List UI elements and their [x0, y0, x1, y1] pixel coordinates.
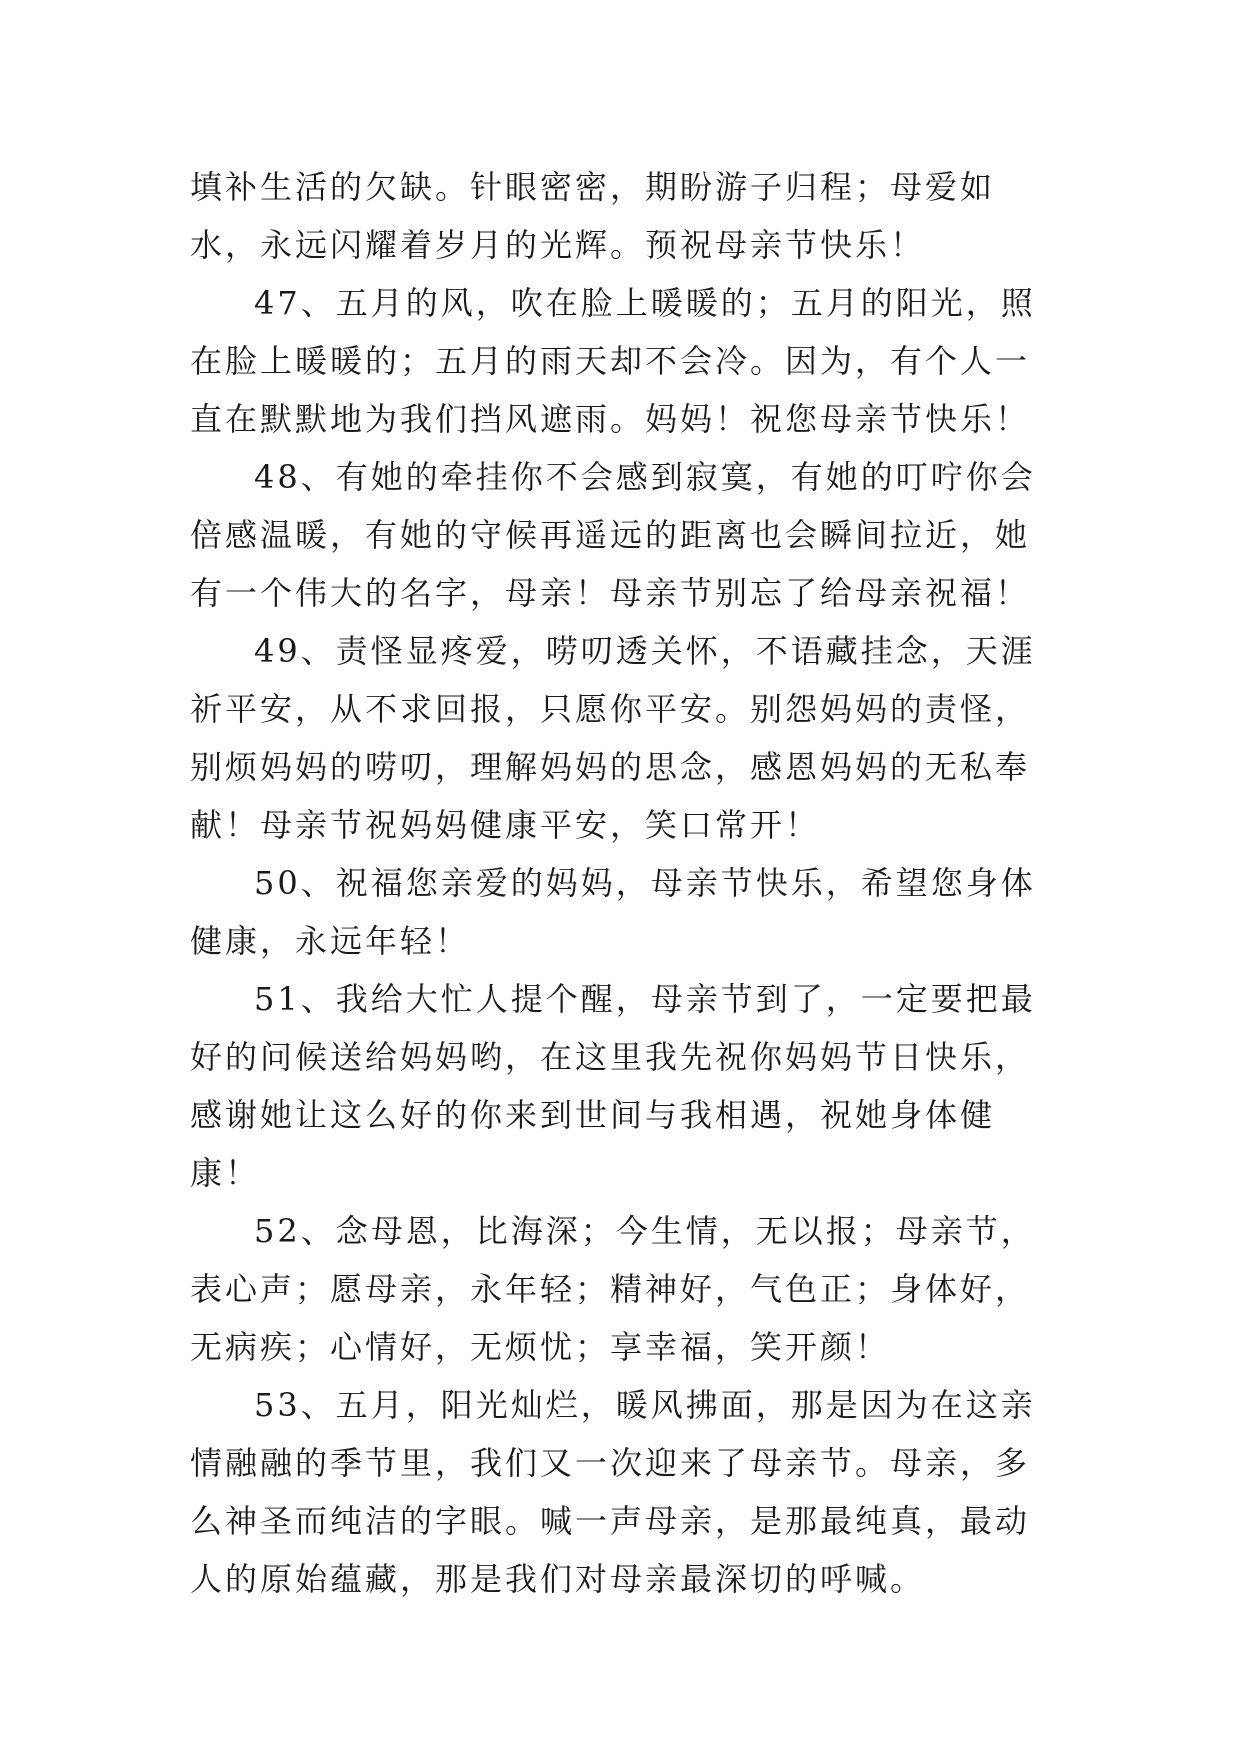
paragraph-52: 52、念母恩，比海深；今生情，无以报；母亲节，表心声；愿母亲，永年轻；精神好，气色正；身体好，无病疾；心情好，无烦忧；享幸福，笑开颜！	[190, 1212, 1036, 1366]
paragraph-49: 49、责怪显疼爱，唠叨透关怀，不语藏挂念，天涯祈平安，从不求回报，只愿你平安。别怨妈妈的责怪，别烦妈妈的唠叨，理解妈妈的思念，感恩妈妈的无私奉献！母亲节祝妈妈健康平安，笑口常开！	[190, 632, 1036, 844]
paragraph-48: 48、有她的牵挂你不会感到寂寞，有她的叮咛你会倍感温暖，有她的守候再遥远的距离也会瞬间拉近，她有一个伟大的名字，母亲！母亲节别忘了给母亲祝福！	[190, 458, 1036, 612]
paragraph-51: 51、我给大忙人提个醒，母亲节到了，一定要把最好的问候送给妈妈哟，在这里我先祝你妈妈节日快乐，感谢她让这么好的你来到世间与我相遇，祝她身体健康！	[190, 980, 1036, 1192]
paragraph-50: 50、祝福您亲爱的妈妈，母亲节快乐，希望您身体健康，永远年轻！	[190, 864, 1036, 960]
paragraph-47: 47、五月的风，吹在脸上暖暖的；五月的阳光，照在脸上暖暖的；五月的雨天却不会冷。因为，有个人一直在默默地为我们挡风遮雨。妈妈！祝您母亲节快乐！	[190, 284, 1036, 438]
paragraph-53: 53、五月，阳光灿烂，暖风拂面，那是因为在这亲情融融的季节里，我们又一次迎来了母亲节。母亲，多么神圣而纯洁的字眼。喊一声母亲，是那最纯真，最动人的原始蕴藏，那是我们对母亲最深切的呼喊。	[190, 1386, 1036, 1598]
paragraph-continuation: 填补生活的欠缺。针眼密密，期盼游子归程；母爱如水，永远闪耀着岁月的光辉。预祝母亲节快乐！	[190, 168, 996, 264]
document-body	[190, 158, 1060, 1608]
